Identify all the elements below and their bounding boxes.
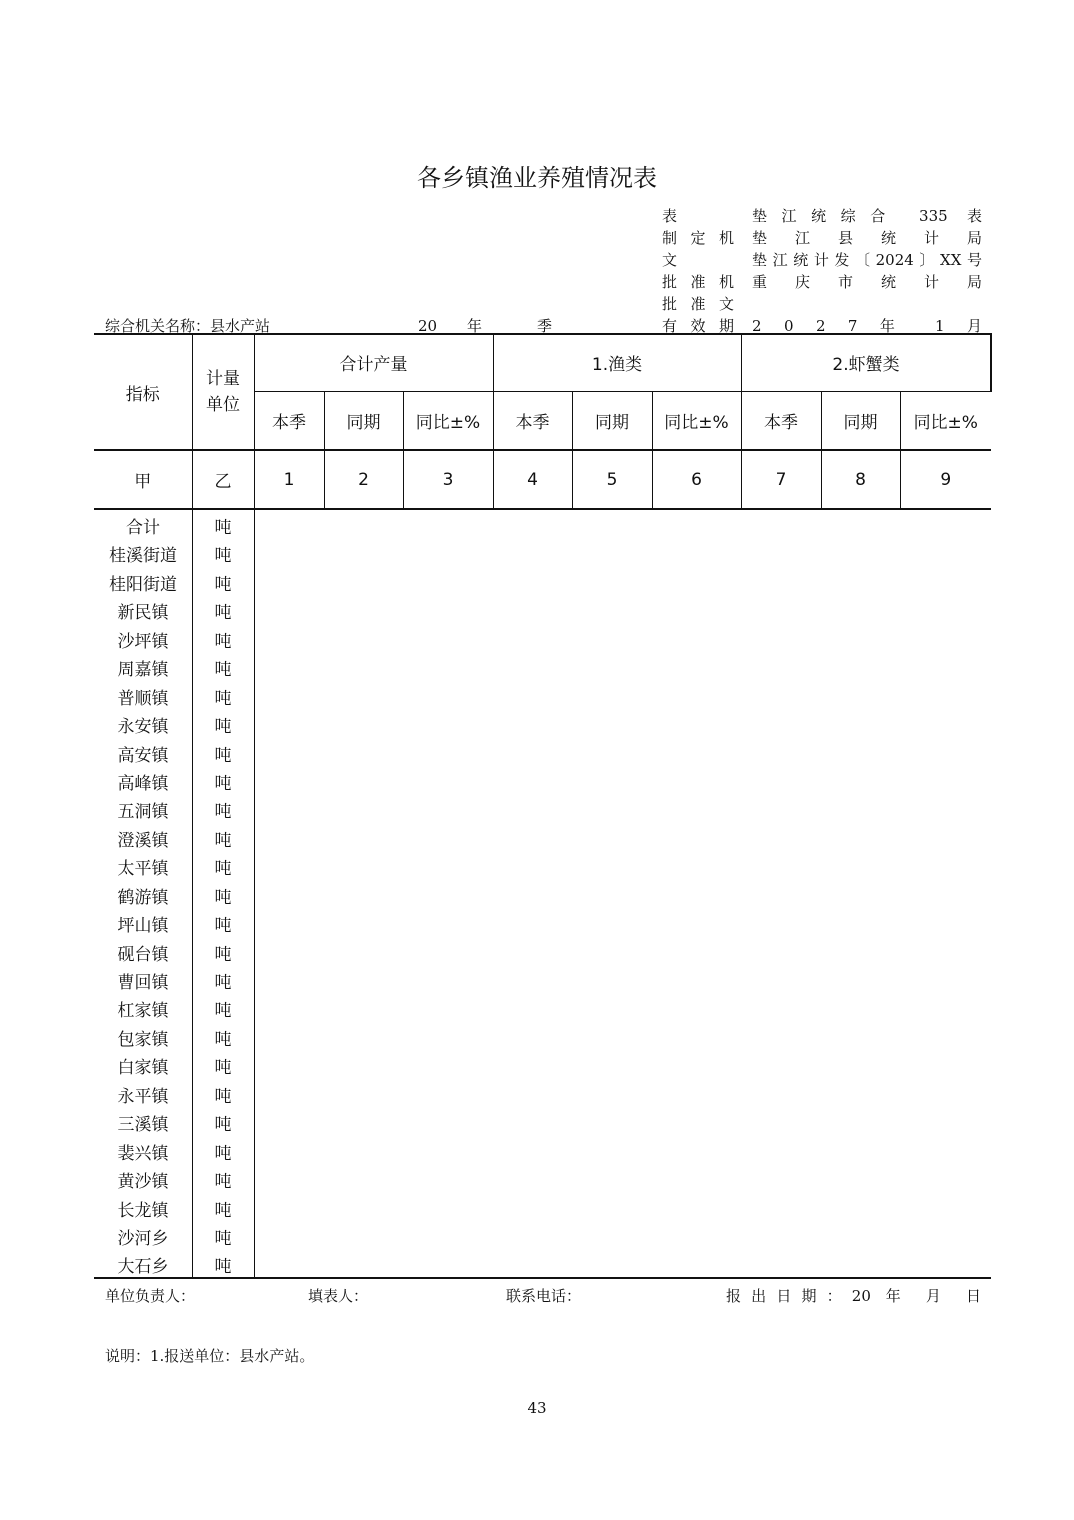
table-row	[94, 1164, 991, 1192]
row-name: 包家镇	[117, 1029, 169, 1050]
row-name: 桂溪街道	[109, 546, 177, 567]
footer-responsible: 单位负责人：	[105, 1287, 196, 1305]
report-period: 20 年 季	[418, 317, 552, 335]
meta-row	[662, 249, 982, 271]
column-code: 8	[821, 450, 900, 509]
meta-row	[662, 271, 982, 293]
footer-report-date: 报出日期：20 年 月 日	[726, 1287, 981, 1305]
meta-value: 重 庆 市 统 计 局	[752, 273, 982, 291]
row-unit: 吨	[214, 887, 232, 908]
subheader-cell: 本季	[254, 391, 324, 450]
column-code: 5	[572, 450, 652, 509]
row-name: 永安镇	[117, 717, 169, 738]
row-name: 坪山镇	[117, 916, 169, 937]
table-row	[94, 965, 991, 993]
row-unit: 吨	[214, 1257, 232, 1278]
table-row	[94, 538, 991, 566]
meta-label: 批准文	[662, 295, 734, 313]
column-divider	[192, 510, 193, 1277]
header-table	[94, 333, 992, 510]
subheader-cell: 本季	[741, 391, 821, 450]
table-row	[94, 937, 991, 965]
row-unit: 吨	[214, 1086, 232, 1107]
row-name: 太平镇	[117, 859, 169, 880]
meta-label: 有效期	[662, 317, 734, 335]
column-code: 9	[900, 450, 991, 509]
header-unit: 计量单位	[192, 334, 254, 450]
column-code: 2	[324, 450, 403, 509]
header-total-output: 合计产量	[254, 334, 493, 391]
table-row	[94, 908, 991, 936]
row-unit: 吨	[214, 603, 232, 624]
meta-value: 垫江统计发〔2024〕XX号	[752, 251, 982, 269]
column-code: 4	[493, 450, 572, 509]
column-divider	[254, 510, 255, 1277]
table-row	[94, 567, 991, 595]
subheader-cell: 同比±%	[652, 391, 741, 450]
column-code: 6	[652, 450, 741, 509]
row-unit: 吨	[214, 802, 232, 823]
table-row	[94, 993, 991, 1021]
row-unit: 吨	[214, 1143, 232, 1164]
meta-label: 制定机	[662, 229, 734, 247]
row-name: 砚台镇	[117, 944, 169, 965]
row-unit: 吨	[214, 1029, 232, 1050]
row-unit: 吨	[214, 1200, 232, 1221]
row-name: 曹回镇	[117, 973, 169, 993]
row-name: 大石乡	[117, 1257, 169, 1278]
table-row	[94, 681, 991, 709]
row-name: 新民镇	[117, 603, 169, 624]
row-name: 永平镇	[117, 1086, 169, 1107]
row-name: 高峰镇	[117, 773, 169, 794]
meta-row	[662, 205, 982, 227]
meta-row	[662, 227, 982, 249]
column-code: 7	[741, 450, 821, 509]
header-fish: 1.渔类	[493, 334, 741, 391]
row-unit: 吨	[214, 518, 232, 538]
org-name: 综合机关名称：县水产站	[105, 317, 271, 335]
row-name: 桂阳街道	[109, 574, 177, 595]
subheader-cell: 同比±%	[403, 391, 493, 450]
header-indicator: 指标	[94, 334, 192, 450]
table-row	[94, 1050, 991, 1078]
row-unit: 吨	[214, 1001, 232, 1022]
page-number: 43	[527, 1399, 547, 1417]
table-row	[94, 1193, 991, 1221]
footer-filler: 填表人：	[308, 1287, 369, 1305]
row-unit: 吨	[214, 546, 232, 567]
subheader-cell: 同期	[324, 391, 403, 450]
row-name: 黄沙镇	[117, 1172, 169, 1193]
table-row	[94, 1249, 991, 1277]
row-unit: 吨	[214, 830, 232, 851]
row-name: 裴兴镇	[117, 1143, 169, 1164]
table-row	[94, 709, 991, 737]
subheader-cell: 同比±%	[913, 412, 978, 433]
row-name: 周嘉镇	[117, 660, 169, 681]
column-code: 3	[403, 450, 493, 509]
row-name: 合计	[126, 518, 160, 538]
row-name: 沙坪镇	[117, 631, 169, 652]
row-name: 白家镇	[117, 1058, 169, 1079]
row-unit: 吨	[214, 973, 232, 993]
table-row	[94, 510, 991, 538]
row-unit: 吨	[214, 1172, 232, 1193]
row-name: 普顺镇	[117, 688, 169, 709]
table-row	[94, 1079, 991, 1107]
table-row	[94, 766, 991, 794]
table-row	[94, 624, 991, 652]
row-unit: 吨	[214, 631, 232, 652]
row-name: 五洞镇	[117, 802, 169, 823]
row-name: 澄溪镇	[117, 830, 169, 851]
row-unit: 吨	[214, 1228, 232, 1249]
meta-label: 批准机	[662, 273, 734, 291]
row-unit: 吨	[214, 688, 232, 709]
subheader-cell: 本季	[493, 391, 572, 450]
meta-value: 垫江统综合 335 表	[752, 207, 982, 225]
code-indicator: 甲	[94, 450, 192, 509]
table-row	[94, 794, 991, 822]
meta-label: 文	[662, 251, 678, 269]
meta-row	[662, 293, 982, 315]
table-row	[94, 1221, 991, 1249]
table-row	[94, 880, 991, 908]
subheader-cell: 同期	[572, 391, 652, 450]
table-bottom-border	[94, 1277, 991, 1279]
data-rows	[94, 510, 991, 1278]
row-name: 杠家镇	[117, 1001, 169, 1022]
row-name: 三溪镇	[117, 1115, 169, 1136]
row-unit: 吨	[214, 859, 232, 880]
page-title: 各乡镇渔业养殖情况表	[417, 164, 657, 192]
row-unit: 吨	[214, 773, 232, 794]
row-unit: 吨	[214, 916, 232, 937]
table-row	[94, 738, 991, 766]
row-name: 鹤游镇	[117, 887, 169, 908]
meta-label: 表	[662, 207, 678, 225]
note: 说明：1.报送单位：县水产站。	[105, 1347, 315, 1365]
column-code: 1	[254, 450, 324, 509]
row-name: 沙河乡	[117, 1228, 169, 1249]
row-unit: 吨	[214, 944, 232, 965]
meta-value: 2 0 2 7 年 1 月	[752, 317, 982, 335]
table-row	[94, 1107, 991, 1135]
meta-value: 垫 江 县 统 计 局	[752, 229, 982, 247]
row-unit: 吨	[214, 717, 232, 738]
row-name: 长龙镇	[117, 1200, 169, 1221]
header-right-border	[990, 333, 991, 391]
footer-phone: 联系电话：	[506, 1287, 582, 1305]
subheader-cell: 同期	[821, 391, 900, 450]
header-shrimp-crab: 2.虾蟹类	[741, 334, 991, 391]
code-unit: 乙	[192, 450, 254, 509]
table-row	[94, 652, 991, 680]
table-row	[94, 851, 991, 879]
table-row	[94, 1136, 991, 1164]
row-name: 高安镇	[117, 745, 169, 766]
row-unit: 吨	[214, 1115, 232, 1136]
row-unit: 吨	[214, 660, 232, 681]
table-row	[94, 595, 991, 623]
table-row	[94, 823, 991, 851]
row-unit: 吨	[214, 1058, 232, 1079]
row-unit: 吨	[214, 745, 232, 766]
table-row	[94, 1022, 991, 1050]
row-unit: 吨	[214, 574, 232, 595]
